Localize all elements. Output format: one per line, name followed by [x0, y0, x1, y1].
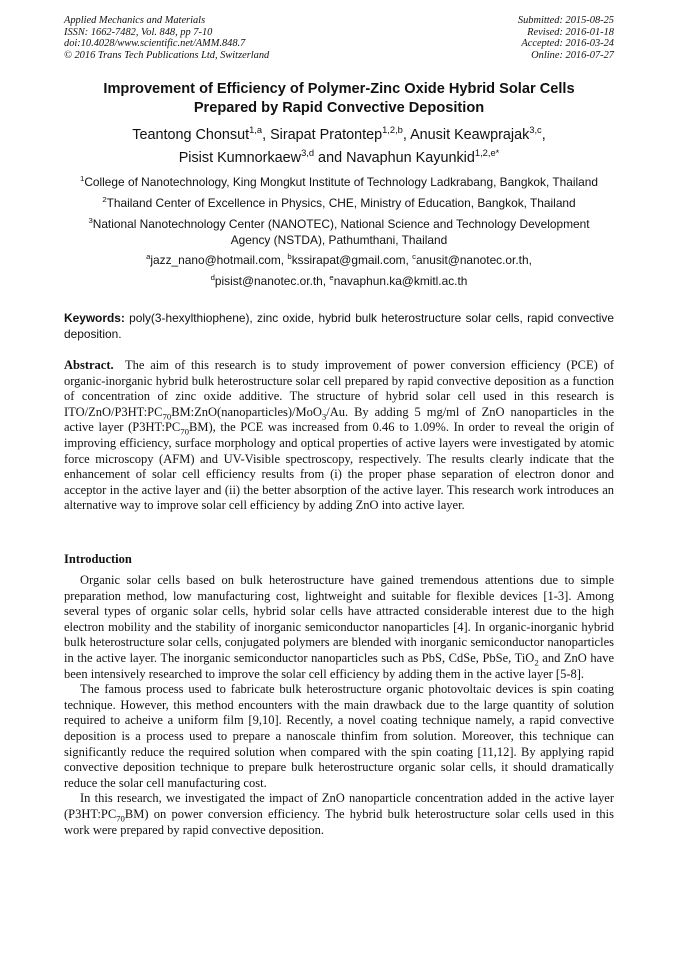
- author-name: Sirapat Pratontep: [270, 127, 383, 143]
- affiliation-sup: 3: [88, 216, 93, 226]
- author-line-1: [40, 124, 638, 147]
- intro-text: and ZnO have been intensively researched to improve the solar cell efficiency by adding them in the active layer [5-8].: [64, 650, 615, 681]
- journal-name: Applied Mechanics and Materials: [64, 15, 206, 26]
- intro-paragraph-2: The famous process used to fabricate bulk heterostructure organic photovoltaic devices is spin coating technique. However, this method encounters with the main drawback due to the large quantity of solution required to acheive a uniform film [9,10]. Recently, a novel coating technique namely, a rapid convective deposition is a process used to prepare a nanoscale thinfim from solution. Moreover, this technique can significantly reduce the required solution when compared with the spin coating [11,12]. By applying rapid convective deposition technique to prepare bulk heterostructure organic solar cells, it should dramatically reduce the solar cell manufacturing cost.: [64, 682, 614, 790]
- abstract-subscript: 70: [162, 411, 172, 422]
- journal-copyright: © 2016 Trans Tech Publications Ltd, Switzerland: [64, 49, 270, 61]
- journal-info: [64, 15, 269, 61]
- email-sup: c: [412, 252, 417, 262]
- intro-subscript: 2: [534, 657, 539, 668]
- author-name: Anusit Keawprajak: [410, 127, 530, 143]
- keywords-label: Keywords:: [64, 311, 125, 325]
- email-line-1: [40, 252, 638, 268]
- intro-subscript: 70: [116, 813, 125, 824]
- abstract-section: [64, 358, 614, 514]
- affiliation-text: National Nanotechnology Center (NANOTEC), National Science and Technology Development Agency (NSTDA), Pathumthani, Thailand: [92, 217, 590, 247]
- author-sup: 1,2,e*: [474, 148, 500, 159]
- title-line-1: Improvement of Efficiency of Polymer-Zinc Oxide Hybrid Solar Cells: [103, 81, 575, 97]
- abstract-text: The aim of this research is to study improvement of power conversion efficiency (PCE) of organic-inorganic hybrid bulk heterostructure solar cell prepared by rapid convective deposition as a function of concentration of zinc oxide additive. The structure of hybrid solar cell used in this research is ITO/ZnO/P3HT:PC: [64, 358, 614, 419]
- affiliation-sup: 2: [102, 195, 107, 205]
- email-address: navaphun.ka@kmitl.ac.th: [333, 274, 468, 288]
- email-sup: b: [287, 252, 292, 262]
- date-online: Online: 2016-07-27: [531, 49, 614, 61]
- author-sep: ,: [541, 127, 546, 143]
- abstract-label: Abstract.: [64, 358, 114, 372]
- email-line-2: [40, 273, 638, 289]
- affiliation-text: Thailand Center of Excellence in Physics, CHE, Ministry of Education, Bangkok, Thailand: [106, 196, 576, 210]
- introduction-heading: Introduction: [64, 552, 132, 566]
- intro-text: In this research, we investigated the impact of ZnO nanoparticle concentration added in the active layer (P3HT:PC: [64, 791, 614, 821]
- intro-paragraph-1: [64, 573, 614, 682]
- abstract-text: BM:ZnO(nanoparticles)/MoO: [171, 404, 322, 419]
- email-sup: a: [146, 252, 151, 262]
- introduction-body: [64, 573, 614, 838]
- author-sup: 1,2,b: [382, 125, 403, 136]
- author-name: Teantong Chonsut: [132, 127, 250, 143]
- author-line-2: [40, 147, 638, 170]
- date-revised: Revised: 2016-01-18: [527, 26, 614, 38]
- date-submitted: Submitted: 2015-08-25: [517, 15, 614, 26]
- keywords-text: poly(3-hexylthiophene), zinc oxide, hybrid bulk heterostructure solar cells, rapid convective deposition.: [64, 311, 614, 341]
- intro-text: Organic solar cells based on bulk heterostructure have gained tremendous attentions due to simple preparation method, low manufacturing cost, lightweight and suitable for flexible devices [1-3]. Among several types of organic solar cells, hybrid solar cells have attracted considerable interest due to the high electron mobility and the stability of inorganic semiconductor nanoparticles [4]. In organic-inorganic hybrid bulk heterostructure solar cells, conjugated polymers are blended with inorganic semiconductor nanoparticles in the active layer. The inorganic semiconductor nanoparticles such as PbS, CdSe, PbSe, TiO: [64, 573, 614, 665]
- date-accepted: Accepted: 2016-03-24: [521, 38, 614, 50]
- author-sep: and: [314, 150, 347, 166]
- author-sup: 3,c: [529, 125, 542, 136]
- affiliation-sup: 1: [80, 174, 85, 184]
- author-sup: 3,d: [301, 148, 315, 159]
- intro-text: BM) on power conversion efficiency. The hybrid bulk heterostructure solar cells used in this work were prepared by rapid convective deposition.: [64, 806, 614, 837]
- affiliation-text: College of Nanotechnology, King Mongkut Institute of Technology Ladkrabang, Bangkok, Thailand: [84, 175, 598, 189]
- publication-dates: [518, 15, 614, 61]
- paper-title: [40, 80, 638, 118]
- abstract-text: BM), the PCE was increased from 0.46 to 1.09%. In order to reveal the origin of improving efficiency, surface morphology and optical properties of active layers were investigated by atomic force microscopy (AFM) and UV-Visible spectroscopy, respectively. The results clearly indicate that the enhancement of solar cell efficiency results from (i) the proper phase separation of electron donor and acceptor in the active layer and (ii) the better absorption of the active layer. This research work introduces an alternative way to improve solar cell efficiency by adding ZnO into active layer.: [64, 420, 614, 513]
- email-address: anusit@nanotec.or.th,: [416, 253, 532, 267]
- affiliation-1: [40, 174, 638, 190]
- keywords-section: [64, 311, 614, 342]
- abstract-text: /Au. By adding 5 mg/ml of ZnO nanoparticles in the active layer (P3HT:PC: [64, 404, 614, 435]
- abstract-subscript: 70: [180, 426, 190, 437]
- intro-paragraph-3: [64, 791, 614, 838]
- abstract-subscript: 3: [321, 411, 327, 422]
- email-sup: e: [329, 273, 334, 283]
- affiliation-2: [40, 195, 638, 211]
- email-sup: d: [210, 273, 215, 283]
- author-name: Navaphun Kayunkid: [346, 150, 475, 166]
- affiliation-3: [70, 216, 608, 248]
- author-name: Pisist Kumnorkaew: [178, 150, 302, 166]
- author-sep: ,: [402, 127, 411, 143]
- author-list: [40, 124, 638, 170]
- email-address: jazz_nano@hotmail.com,: [150, 253, 288, 267]
- title-line-2: Prepared by Rapid Convective Deposition: [193, 100, 485, 116]
- author-sep: ,: [262, 127, 271, 143]
- author-sup: 1,a: [249, 125, 263, 136]
- email-address: kssirapat@gmail.com,: [291, 253, 413, 267]
- journal-issn: ISSN: 1662-7482, Vol. 848, pp 7-10: [64, 26, 213, 38]
- email-address: pisist@nanotec.or.th,: [214, 274, 330, 288]
- journal-doi: doi:10.4028/www.scientific.net/AMM.848.7: [64, 38, 246, 50]
